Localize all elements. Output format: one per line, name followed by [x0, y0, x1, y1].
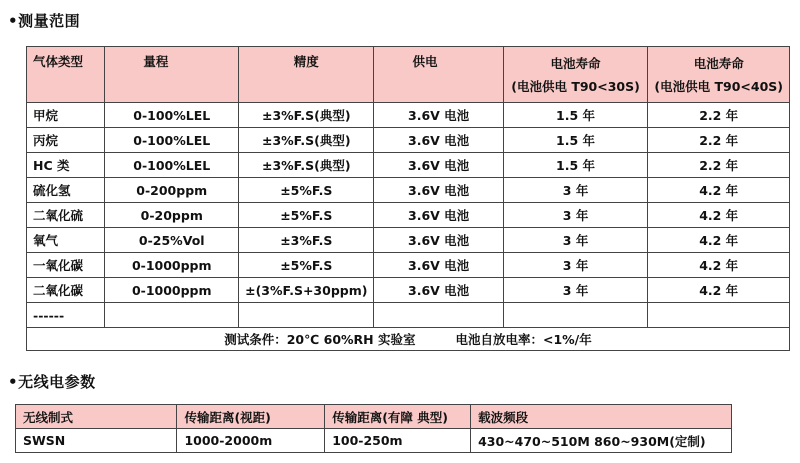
header-range: 量程 [105, 47, 239, 103]
cell-range: 0-200ppm [105, 178, 239, 203]
cell-accuracy: ±(3%F.S+30ppm) [239, 278, 374, 303]
cell-life-40s: 2.2 年 [648, 153, 790, 178]
cell-life-30s: 3 年 [503, 278, 648, 303]
table-header-row [16, 405, 732, 429]
test-conditions-note [27, 328, 790, 351]
cell-gas-type: 硫化氢 [27, 178, 105, 203]
cell-range: 0-25%Vol [105, 228, 239, 253]
cell-life-30s: 1.5 年 [503, 153, 648, 178]
cell-range [105, 303, 239, 328]
cell-range: 0-100%LEL [105, 103, 239, 128]
cell-power: 3.6V 电池 [374, 278, 503, 303]
cell-gas-type: 甲烷 [27, 103, 105, 128]
cell-life-30s: 3 年 [503, 253, 648, 278]
cell-life-40s: 4.2 年 [648, 178, 790, 203]
cell-life-30s: 1.5 年 [503, 103, 648, 128]
table-row [27, 203, 790, 228]
cell-power: 3.6V 电池 [374, 253, 503, 278]
cell-range: 0-1000ppm [105, 253, 239, 278]
cell-accuracy: ±5%F.S [239, 178, 374, 203]
header-battery-life-40s [648, 47, 790, 103]
cell-gas-type: HC 类 [27, 153, 105, 178]
section-title-radio-parameters: •无线电参数 [8, 373, 96, 391]
cell-accuracy: ±3%F.S [239, 228, 374, 253]
table-footer-row [27, 328, 790, 351]
header-distance-obstructed: 传输距离(有障 典型) [325, 405, 471, 429]
cell-wireless-standard: SWSN [16, 429, 177, 453]
header-power: 供电 [374, 47, 503, 103]
cell-gas-type: 丙烷 [27, 128, 105, 153]
cell-power: 3.6V 电池 [374, 153, 503, 178]
table-row [27, 303, 790, 328]
table-header-row [27, 47, 790, 103]
table-row [27, 128, 790, 153]
cell-gas-type: 二氧化硫 [27, 203, 105, 228]
cell-gas-type: 一氧化碳 [27, 253, 105, 278]
cell-power: 3.6V 电池 [374, 103, 503, 128]
header-distance-line-of-sight: 传输距离(视距) [177, 405, 325, 429]
cell-gas-type: 氧气 [27, 228, 105, 253]
cell-range: 0-100%LEL [105, 153, 239, 178]
cell-distance-line-of-sight: 1000-2000m [177, 429, 325, 453]
cell-accuracy: ±5%F.S [239, 253, 374, 278]
cell-range: 0-100%LEL [105, 128, 239, 153]
table-row [27, 228, 790, 253]
cell-accuracy: ±5%F.S [239, 203, 374, 228]
cell-life-40s: 4.2 年 [648, 203, 790, 228]
cell-power: 3.6V 电池 [374, 128, 503, 153]
header-wireless-standard: 无线制式 [16, 405, 177, 429]
self-discharge-text: 电池自放电率：<1%/年 [455, 332, 592, 347]
cell-life-30s: 3 年 [503, 178, 648, 203]
cell-accuracy: ±3%F.S(典型) [239, 103, 374, 128]
cell-range: 0-1000ppm [105, 278, 239, 303]
table-row [27, 178, 790, 203]
table-row [16, 429, 732, 453]
table-row [27, 153, 790, 178]
cell-accuracy: ±3%F.S(典型) [239, 153, 374, 178]
cell-life-30s: 3 年 [503, 203, 648, 228]
cell-distance-obstructed: 100-250m [325, 429, 471, 453]
table-row [27, 103, 790, 128]
header-accuracy: 精度 [239, 47, 374, 103]
cell-life-40s: 4.2 年 [648, 228, 790, 253]
cell-accuracy [239, 303, 374, 328]
cell-life-40s: 2.2 年 [648, 103, 790, 128]
header-battery-life-30s-line2: (电池供电 T90<30S) [511, 79, 640, 94]
header-gas-type: 气体类型 [27, 47, 105, 103]
cell-life-30s [503, 303, 648, 328]
header-carrier-band: 载波频段 [471, 405, 732, 429]
measurement-range-table [26, 46, 790, 351]
cell-gas-type: 二氧化碳 [27, 278, 105, 303]
cell-accuracy: ±3%F.S(典型) [239, 128, 374, 153]
cell-life-40s: 4.2 年 [648, 278, 790, 303]
cell-life-40s: 4.2 年 [648, 253, 790, 278]
cell-life-40s [648, 303, 790, 328]
cell-carrier-band: 430~470~510M 860~930M(定制) [471, 429, 732, 453]
test-conditions-text: 测试条件：20℃ 60%RH 实验室 [224, 332, 416, 347]
radio-parameters-table [15, 404, 732, 453]
cell-gas-type: ------ [27, 303, 105, 328]
cell-life-30s: 3 年 [503, 228, 648, 253]
table-row [27, 278, 790, 303]
cell-life-40s: 2.2 年 [648, 128, 790, 153]
header-battery-life-40s-line2: (电池供电 T90<40S) [654, 79, 783, 94]
header-battery-life-40s-line1: 电池寿命 [693, 56, 744, 71]
header-battery-life-30s-line1: 电池寿命 [550, 56, 601, 71]
cell-life-30s: 1.5 年 [503, 128, 648, 153]
header-battery-life-30s [503, 47, 648, 103]
cell-power: 3.6V 电池 [374, 228, 503, 253]
cell-power: 3.6V 电池 [374, 178, 503, 203]
cell-power [374, 303, 503, 328]
table-row [27, 253, 790, 278]
section-title-measurement-range: •测量范围 [8, 12, 81, 30]
cell-range: 0-20ppm [105, 203, 239, 228]
cell-power: 3.6V 电池 [374, 203, 503, 228]
